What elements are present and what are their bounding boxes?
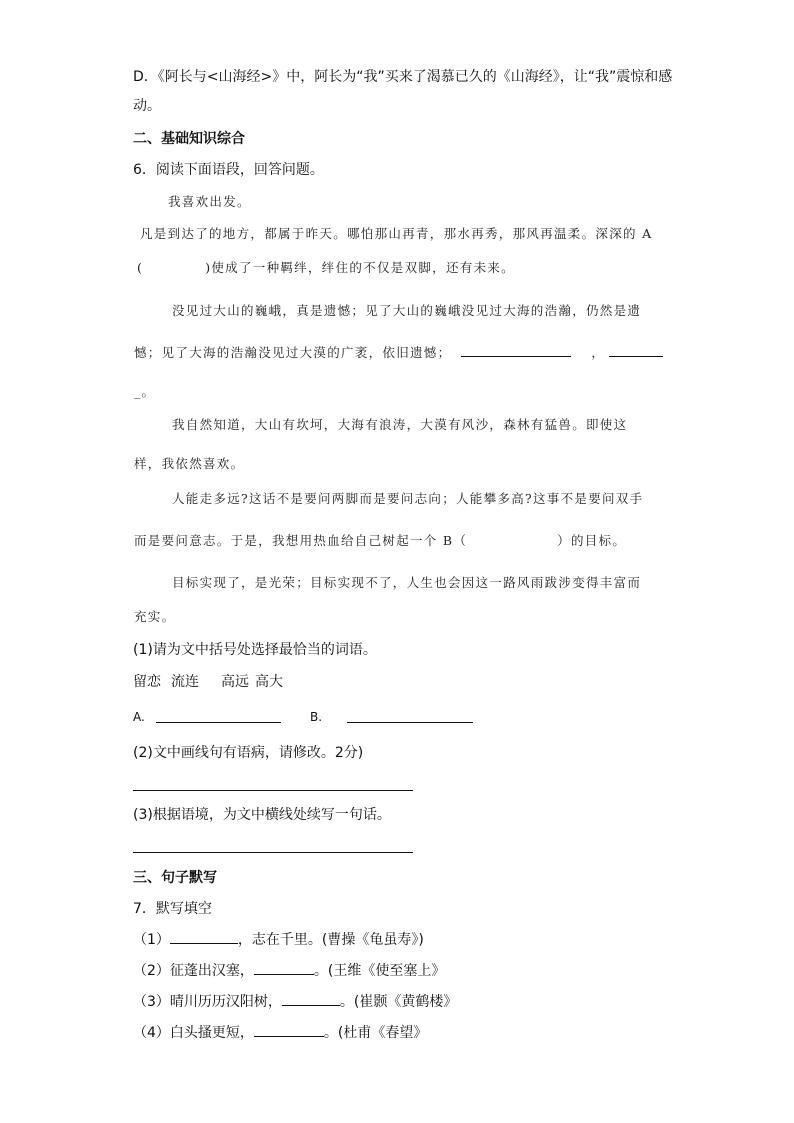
passage-p4-line1: 人能走多远?这话不是要问两脚而是要问志向；人能攀多高?这事不是要问双手 [172,491,644,506]
option-d-line1: D．《阿长与<山海经>》中，阿长为“我”买来了渴慕已久的《山海经》，让“我”震惊和感 [133,69,673,85]
sub-question-2-prompt: (2)文中画线句有语病，请修改。2分) [133,745,364,761]
word-choice: 流连 [171,674,199,690]
continuation-blank-2[interactable] [609,344,663,357]
option-d-line2: 动。 [133,98,161,114]
dictation-blank-2[interactable] [254,962,314,975]
passage-p2-line3: _。 [134,384,156,399]
passage-p2-line2: 憾；见了大海的浩瀚没见过大漠的广袤，依旧遗憾； ， [134,344,663,362]
passage-p1-line1: 凡是到达了的地方，都属于昨天。哪怕那山再青，那水再秀，那风再温柔。深深的 A [140,226,653,241]
passage-p3-line1: 我自然知道，大山有坎坷，大海有浪涛，大漠有风沙，森林有猛兽。即使这 [172,417,628,432]
passage-p3-line2: 样，我依然喜欢。 [134,456,245,471]
answer-b-line[interactable] [347,722,473,723]
dictation-blank-4[interactable] [254,1024,324,1037]
answer-line-2[interactable] [133,790,413,791]
passage-title: 我喜欢出发。 [168,194,251,209]
answer-line-3[interactable] [133,852,413,853]
question-6-prompt: 6．阅读下面语段，回答问题。 [133,162,324,178]
dictation-item-3: （3）晴川历历汉阳树， 。(崔颢《黄鹤楼》 [133,994,458,1010]
dictation-item-2: （2）征蓬出汉塞， 。(王维《使至塞上》 [133,963,446,979]
dictation-item-4: （4）白头搔更短， 。(杜甫《春望》 [133,1025,428,1041]
sub-question-1-prompt: (1)请为文中括号处选择最恰当的词语。 [133,642,377,658]
word-choice: 高远 [221,674,249,690]
passage-p2-line1: 没见过大山的巍峨，真是遗憾；见了大山的巍峨没见过大海的浩瀚，仍然是遗 [172,303,642,318]
word-choice: 留恋 [133,674,161,690]
word-choices [133,673,283,691]
answer-b-label: B. [310,710,323,724]
question-7-prompt: 7．默写填空 [133,901,212,917]
answer-a-line[interactable] [156,722,281,723]
dictation-item-1: （1） ，志在千里。(曹操《龟虽寿》) [133,932,424,948]
section-heading-basic-knowledge: 二、基础知识综合 [133,131,245,147]
dictation-blank-1[interactable] [170,931,238,944]
dictation-blank-3[interactable] [282,993,340,1006]
passage-p4-line2: 而是要问意志。于是，我想用热血给自己树起一个 B（ ）的目标。 [134,533,627,548]
passage-p5-line2: 充实。 [134,609,176,624]
sub-question-3-prompt: (3)根据语境，为文中横线处续写一句话。 [133,807,391,823]
answer-a-label: A. [133,710,145,724]
continuation-blank-1[interactable] [461,344,571,357]
section-heading-sentence-dictation: 三、句子默写 [133,870,217,886]
passage-p5-line1: 目标实现了，是光荣；目标实现不了，人生也会因这一路风雨跋涉变得丰富而 [172,575,642,590]
passage-p1-line2: ( )使成了一种羁绊，绊住的不仅是双脚，还有未来。 [137,260,515,275]
word-choice: 高大 [255,674,283,690]
